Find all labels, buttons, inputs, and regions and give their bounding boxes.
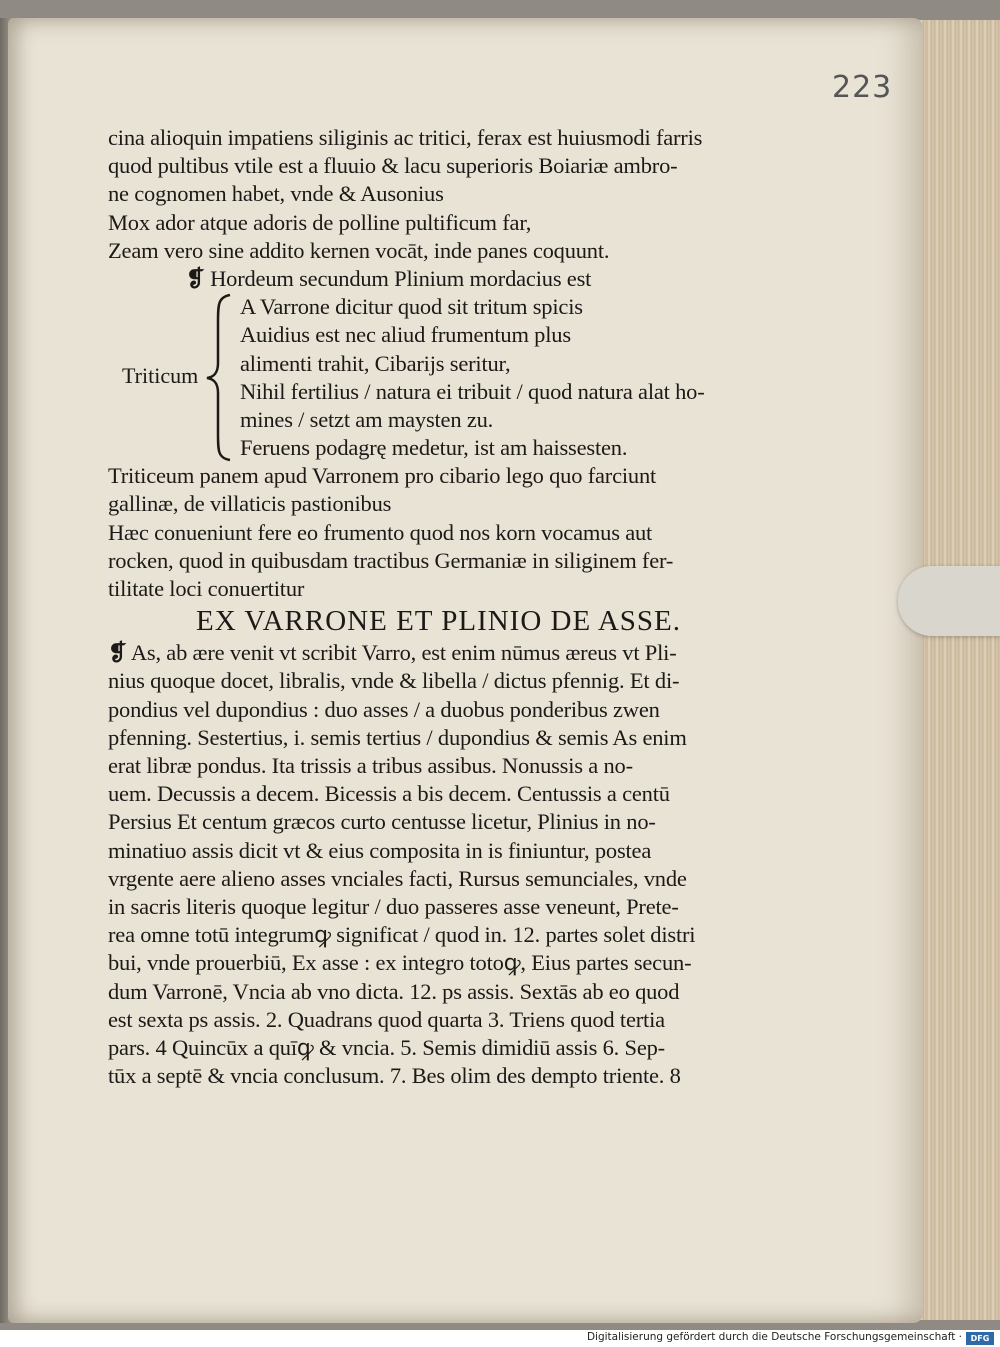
text-line: erat libræ pondus. Ita trissis a tribus assibus. Nonussis a no-: [108, 753, 633, 779]
text-line: rea omne totū integrumꝙ significat / quod in. 12. partes solet distri: [108, 922, 696, 948]
text-line: Zeam vero sine addito kernen vocāt, inde panes coquunt.: [108, 237, 610, 263]
text-line: tilitate loci conuertitur: [108, 576, 305, 602]
text-block: [108, 124, 773, 1090]
text-line: alimenti trahit, Cibarijs seritur,: [240, 350, 511, 376]
text-line: dum Varronē, Vncia ab vno dicta. 12. ps assis. Sextās ab eo quod: [108, 978, 680, 1004]
text-line: mines / setzt am maysten zu.: [240, 407, 494, 433]
triticum-lines: [240, 293, 705, 462]
triticum-bracket-section: [108, 293, 773, 462]
text-line: Hæc conueniunt fere eo frumento quod nos korn vocamus aut: [108, 519, 653, 545]
text-line: est sexta ps assis. 2. Quadrans quod quarta 3. Triens quod tertia: [108, 1006, 665, 1032]
text-line: Persius Et centum græcos curto centusse licetur, Plinius in no-: [108, 809, 656, 835]
text-line: Mox ador atque adoris de polline pultificum far,: [108, 209, 532, 235]
text-line: uem. Decussis a decem. Bicessis a bis decem. Centussis a centū: [108, 781, 670, 807]
text-line: vrgente aere alieno asses vnciales facti, Rursus semunciales, vnde: [108, 865, 687, 891]
bookmark-strip: [898, 566, 1000, 636]
curly-brace-icon: [204, 293, 234, 462]
text-line: tūx a septē & vncia conclusum. 7. Bes olim des dempto triente. 8: [108, 1063, 681, 1089]
text-line: in sacris literis quoque legitur / duo passeres asse veneunt, Prete-: [108, 894, 679, 920]
pilcrow-mark: ❡: [108, 640, 127, 666]
text-line: [108, 265, 773, 293]
text-line: pondius vel dupondius : duo asses / a duobus ponderibus zwen: [108, 696, 660, 722]
text-line: Auidius est nec aliud frumentum plus: [240, 322, 571, 348]
text-line: rocken, quod in quibusdam tractibus Germaniæ in siliginem fer-: [108, 547, 674, 573]
text-line: nius quoque docet, libralis, vnde & libella / dictus pfennig. Et di-: [108, 668, 680, 694]
text-line: A Varrone dicitur quod sit tritum spicis: [240, 294, 583, 320]
section-heading: EX VARRONE ET PLINIO DE ASSE.: [196, 605, 681, 638]
text-line: ne cognomen habet, vnde & Ausonius: [108, 181, 444, 207]
dfg-logo-icon: DFG: [966, 1332, 994, 1345]
text-line: pfenning. Sestertius, i. semis tertius / dupondius & semis As enim: [108, 724, 687, 750]
text-line: bui, vnde prouerbiū, Ex asse : ex integro totoꝙ, Eius partes secun-: [108, 950, 692, 976]
text-line: minatiuo assis dicit vt & eius composita in is finiuntur, postea: [108, 837, 652, 863]
footer-bar: [0, 1330, 1000, 1347]
triticum-label: Triticum: [122, 363, 199, 389]
footer-credit: Digitalisierung gefördert durch die Deutsche Forschungsgemeinschaft ·: [586, 1331, 962, 1343]
text-line: [108, 639, 773, 667]
text-line: pars. 4 Quincūx a quīꝙ & vncia. 5. Semis dimidiū assis 6. Sep-: [108, 1035, 665, 1061]
text-line-content: Hordeum secundum Plinium mordacius est: [210, 266, 592, 292]
text-line: quod pultibus vtile est a fluuio & lacu superioris Boiariæ ambro-: [108, 153, 678, 179]
text-line: Triticeum panem apud Varronem pro cibario lego quo farciunt: [108, 463, 657, 489]
folio-number: 223: [832, 70, 893, 105]
text-line: gallinæ, de villaticis pastionibus: [108, 491, 392, 517]
text-line: Nihil fertilius / natura ei tribuit / quod natura alat ho-: [240, 378, 705, 404]
pilcrow-mark: ❡: [186, 266, 205, 292]
text-line: cina alioquin impatiens siliginis ac tritici, ferax est huiusmodi farris: [108, 125, 703, 150]
text-line-content: As, ab ære venit vt scribit Varro, est enim nūmus æreus vt Pli-: [130, 640, 677, 666]
text-line: Feruens podagrę medetur, ist am haissesten.: [240, 435, 628, 461]
